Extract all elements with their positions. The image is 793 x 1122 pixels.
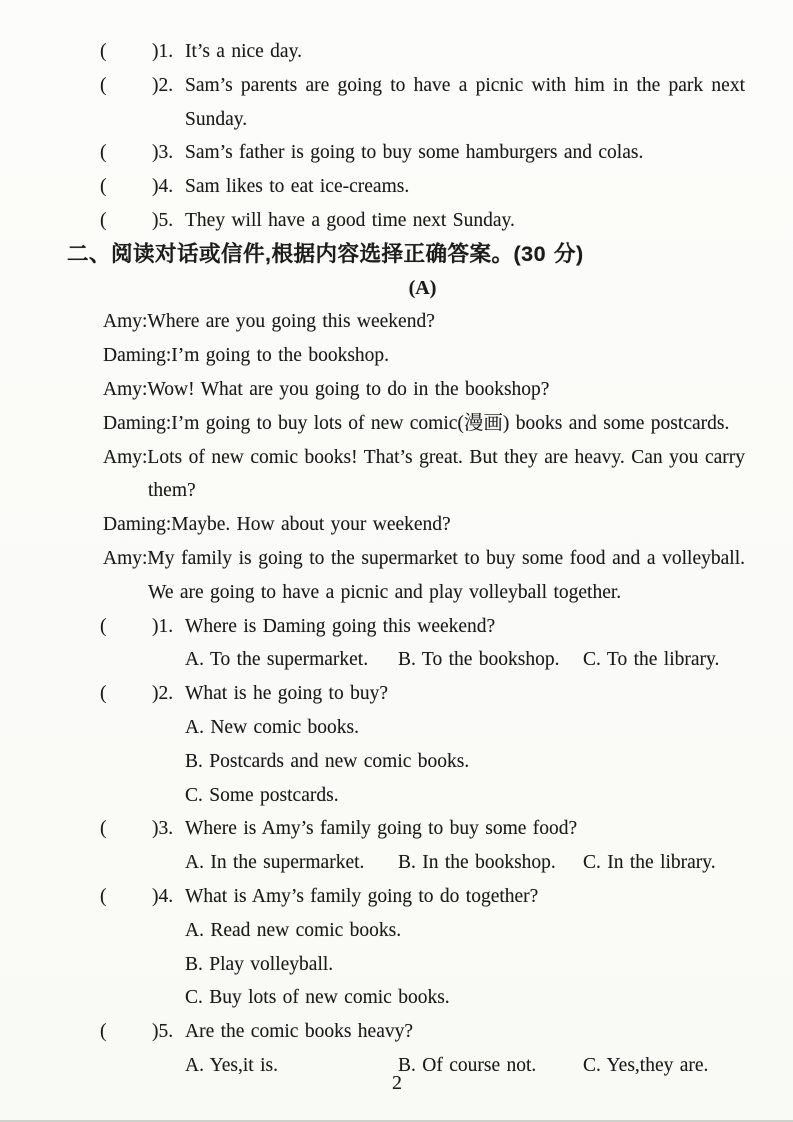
- item-text: Sam’s father is going to buy some hamburgers and colas.: [185, 142, 644, 164]
- dialogue-line-1: [103, 305, 745, 339]
- option-b: B. To the bookshop.: [398, 649, 560, 671]
- answer-paren-open: (: [100, 176, 107, 198]
- section-two-heading: 二、阅读对话或信件,根据内容选择正确答案。(30 分): [67, 241, 584, 266]
- dialogue-line-4: [103, 407, 745, 441]
- speaker-colon: :: [142, 547, 148, 569]
- dialogue-text: I’m going to buy lots of new comic(漫画) books and some postcards.: [171, 412, 730, 434]
- page-number: 2: [392, 1072, 402, 1094]
- part-a-label: (A): [408, 276, 437, 299]
- dialogue-text: Where are you going this weekend?: [147, 311, 435, 333]
- dialogue-line-3: [103, 373, 745, 407]
- answer-paren-open: (: [100, 1021, 107, 1043]
- question-item-3: [100, 812, 745, 846]
- question-text: Where is Daming going this weekend?: [185, 615, 496, 637]
- dialogue-speaker: Daming: [103, 412, 166, 434]
- question-1-options: [100, 643, 745, 677]
- answer-paren-open: (: [100, 74, 107, 96]
- true-false-item-5: [100, 204, 745, 238]
- true-false-item-2: [100, 69, 745, 137]
- question-text: What is Amy’s family going to do together?: [185, 885, 539, 907]
- item-text: It’s a nice day.: [185, 41, 302, 62]
- answer-paren-open: (: [100, 885, 107, 907]
- dialogue-speaker: Amy: [103, 547, 142, 569]
- answer-paren-open: (: [100, 209, 107, 231]
- dialogue-text: Wow! What are you going to do in the bookshop?: [147, 378, 550, 400]
- question-item-1: [100, 610, 745, 644]
- answer-paren-open: (: [100, 683, 107, 705]
- item-text: They will have a good time next Sunday.: [185, 209, 515, 231]
- answer-paren-open: (: [100, 615, 107, 637]
- dialogue-text: Maybe. How about your weekend?: [171, 514, 451, 536]
- dialogue-text: Lots of new comic books! That’s great. But they are heavy. Can you carry them?: [147, 446, 745, 502]
- answer-paren-open: (: [100, 142, 107, 164]
- question-text: Where is Amy’s family going to buy some food?: [185, 818, 578, 840]
- option-a: A. Yes,it is.: [185, 1054, 278, 1076]
- item-number: )5.: [152, 209, 174, 231]
- option-c: C. Yes,they are.: [583, 1054, 709, 1076]
- dialogue-text: My family is going to the supermarket to buy some food and a volleyball. We are going to have a picnic and play volleyball together.: [147, 547, 745, 603]
- question-number: )1.: [152, 615, 174, 637]
- speaker-colon: :: [142, 378, 148, 400]
- question-number: )4.: [152, 885, 174, 907]
- item-number: )4.: [152, 176, 174, 198]
- question-5-options: [100, 1049, 745, 1083]
- item-number: )1.: [152, 41, 174, 62]
- dialogue-line-7: [103, 542, 745, 610]
- dialogue-line-6: [103, 508, 745, 542]
- dialogue-speaker: Daming: [103, 514, 166, 536]
- option-c: C. To the library.: [583, 649, 720, 671]
- dialogue-speaker: Daming: [103, 345, 166, 367]
- dialogue-speaker: Amy: [103, 311, 142, 333]
- dialogue-line-5: [103, 441, 745, 509]
- question-3-options: [100, 846, 745, 880]
- speaker-colon: :: [165, 345, 172, 367]
- option-b: B. In the bookshop.: [398, 852, 556, 874]
- question-item-5: [100, 1015, 745, 1049]
- question-number: )2.: [152, 683, 174, 705]
- option-a: A. In the supermarket.: [185, 852, 365, 874]
- item-text: Sam likes to eat ice-creams.: [185, 176, 410, 198]
- dialogue-speaker: Amy: [103, 378, 142, 400]
- question-item-2: [100, 677, 745, 711]
- speaker-colon: :: [165, 412, 172, 434]
- item-number: )2.: [152, 74, 174, 96]
- option-a: A. Read new comic books.: [185, 919, 402, 941]
- answer-paren-open: (: [100, 41, 107, 62]
- question-number: )5.: [152, 1021, 174, 1043]
- true-false-item-3: [100, 136, 745, 170]
- item-number: )3.: [152, 142, 174, 164]
- dialogue-speaker: Amy: [103, 446, 142, 468]
- speaker-colon: :: [142, 446, 148, 468]
- option-b: B. Play volleyball.: [185, 953, 334, 975]
- option-b: B. Of course not.: [398, 1054, 537, 1076]
- item-text: Sam’s parents are going to have a picnic with him in the park next Sunday.: [185, 74, 745, 130]
- question-text: What is he going to buy?: [185, 683, 389, 705]
- option-a: A. To the supermarket.: [185, 649, 369, 671]
- true-false-item-4: [100, 170, 745, 204]
- option-c: C. Some postcards.: [185, 784, 339, 806]
- dialogue-line-2: [103, 339, 745, 373]
- question-text: Are the comic books heavy?: [185, 1021, 414, 1043]
- dialogue-text: I’m going to the bookshop.: [171, 345, 390, 367]
- option-c: C. Buy lots of new comic books.: [185, 987, 450, 1009]
- option-a: A. New comic books.: [185, 716, 360, 738]
- question-item-4: [100, 880, 745, 914]
- true-false-item-1: [100, 35, 745, 69]
- speaker-colon: :: [165, 514, 172, 536]
- answer-paren-open: (: [100, 818, 107, 840]
- option-b: B. Postcards and new comic books.: [185, 750, 470, 772]
- question-number: )3.: [152, 818, 174, 840]
- option-c: C. In the library.: [583, 852, 716, 874]
- speaker-colon: :: [142, 311, 148, 333]
